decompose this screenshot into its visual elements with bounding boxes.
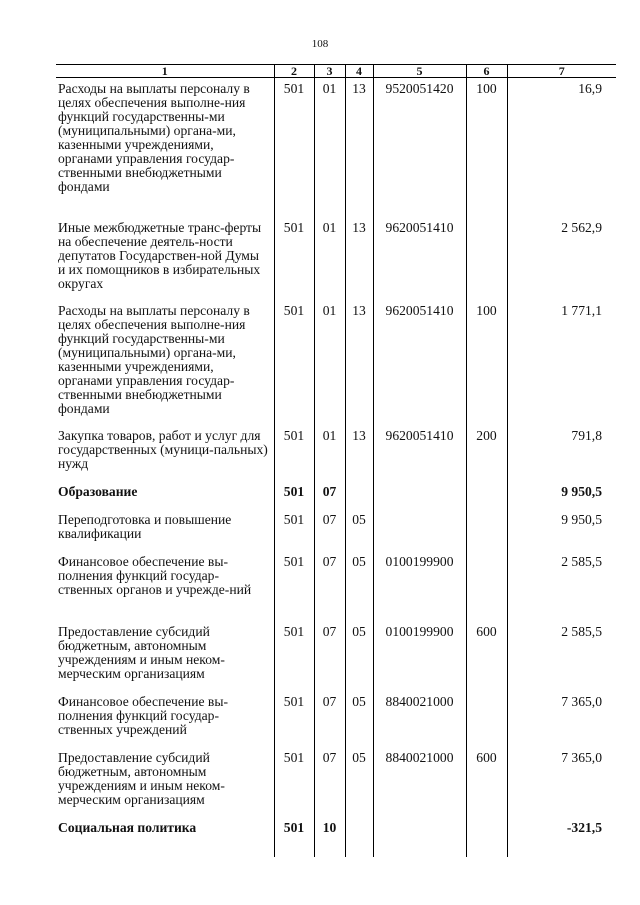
row-amount: 16,9	[507, 78, 616, 218]
row-amount: 9 950,5	[507, 481, 616, 509]
header-row	[56, 65, 616, 78]
row-code-target: 8840021000	[373, 691, 466, 747]
row-code-section: 01	[314, 78, 345, 218]
row-code-subsection: 13	[345, 217, 373, 300]
row-code-expense-type	[466, 551, 507, 621]
row-code-expense-type	[466, 217, 507, 300]
row-name: Расходы на выплаты персоналу в целях обеспечения выполне-ния функций государственны-ми (муниципальными) органа-ми, казенными учреждениями, органами управления государ-ственными внебюджетными фондами	[58, 81, 250, 194]
row-amount: 2 585,5	[507, 621, 616, 691]
header-col-7: 7	[507, 65, 616, 78]
table-row	[56, 509, 616, 551]
row-code-target	[373, 509, 466, 551]
row-code-subsection: 13	[345, 425, 373, 481]
row-code-expense-type: 200	[466, 425, 507, 481]
row-code-section: 07	[314, 551, 345, 621]
table-row	[56, 300, 616, 425]
row-code-subsection: 13	[345, 300, 373, 425]
row-code-section: 01	[314, 300, 345, 425]
row-code-ministry: 501	[274, 747, 314, 817]
page-number: 108	[311, 38, 329, 50]
table-row	[56, 817, 616, 857]
row-code-target: 0100199900	[373, 551, 466, 621]
row-code-section: 07	[314, 481, 345, 509]
row-code-subsection	[345, 481, 373, 509]
row-code-ministry: 501	[274, 217, 314, 300]
header-col-6: 6	[466, 65, 507, 78]
row-name: Социальная политика	[58, 820, 197, 835]
row-code-expense-type: 600	[466, 747, 507, 817]
row-code-expense-type: 600	[466, 621, 507, 691]
header-col-3: 3	[314, 65, 345, 78]
header-col-2: 2	[274, 65, 314, 78]
row-code-expense-type	[466, 481, 507, 509]
table-row	[56, 747, 616, 817]
row-code-ministry: 501	[274, 817, 314, 857]
row-name: Предоставление субсидий бюджетным, автономным учреждениям и иным неком-мерческим организациям	[58, 624, 225, 681]
row-amount: 2 585,5	[507, 551, 616, 621]
row-name: Образование	[58, 484, 138, 499]
row-name: Переподготовка и повышение квалификации	[58, 512, 232, 541]
row-code-ministry: 501	[274, 621, 314, 691]
header-col-5: 5	[373, 65, 466, 78]
row-code-subsection: 05	[345, 691, 373, 747]
row-code-expense-type	[466, 509, 507, 551]
row-code-section: 07	[314, 621, 345, 691]
table-row	[56, 217, 616, 300]
row-amount: 7 365,0	[507, 691, 616, 747]
row-code-ministry: 501	[274, 481, 314, 509]
row-code-target: 9620051410	[373, 425, 466, 481]
row-amount: 791,8	[507, 425, 616, 481]
table-row	[56, 621, 616, 691]
row-code-subsection	[345, 817, 373, 857]
row-code-ministry: 501	[274, 425, 314, 481]
row-amount: 7 365,0	[507, 747, 616, 817]
row-code-expense-type: 100	[466, 300, 507, 425]
table-row	[56, 425, 616, 481]
row-name: Закупка товаров, работ и услуг для государственных (муници-пальных) нужд	[58, 428, 268, 471]
row-amount: 1 771,1	[507, 300, 616, 425]
row-code-target: 0100199900	[373, 621, 466, 691]
budget-table	[56, 64, 616, 857]
row-name: Иные межбюджетные транс-ферты на обеспечение деятель-ности депутатов Государствен-ной Думы и их помощников в избирательных округах	[58, 220, 262, 291]
table-row	[56, 78, 616, 218]
row-code-target: 9620051410	[373, 217, 466, 300]
row-code-section: 10	[314, 817, 345, 857]
row-code-target	[373, 481, 466, 509]
row-name: Предоставление субсидий бюджетным, автономным учреждениям и иным неком-мерческим организациям	[58, 750, 225, 807]
row-code-ministry: 501	[274, 509, 314, 551]
table-row	[56, 481, 616, 509]
row-code-expense-type	[466, 817, 507, 857]
row-code-subsection: 05	[345, 509, 373, 551]
table-row	[56, 551, 616, 621]
row-name: Финансовое обеспечение вы-полнения функций государ-ственных органов и учрежде-ний	[58, 554, 252, 597]
row-code-section: 07	[314, 509, 345, 551]
row-code-target: 9520051420	[373, 78, 466, 218]
table-row	[56, 691, 616, 747]
row-code-expense-type: 100	[466, 78, 507, 218]
row-code-subsection: 05	[345, 621, 373, 691]
row-code-section: 01	[314, 425, 345, 481]
row-amount: 9 950,5	[507, 509, 616, 551]
row-code-ministry: 501	[274, 551, 314, 621]
row-code-subsection: 05	[345, 747, 373, 817]
row-name: Финансовое обеспечение вы-полнения функций государ-ственных учреждений	[58, 694, 228, 737]
row-code-ministry: 501	[274, 300, 314, 425]
row-code-ministry: 501	[274, 691, 314, 747]
row-code-section: 01	[314, 217, 345, 300]
row-name: Расходы на выплаты персоналу в целях обеспечения выполне-ния функций государственны-ми (муниципальными) органа-ми, казенными учреждениями, органами управления государ-ственными внебюджетными фондами	[58, 303, 250, 416]
row-code-target: 8840021000	[373, 747, 466, 817]
row-code-target: 9620051410	[373, 300, 466, 425]
row-code-subsection: 05	[345, 551, 373, 621]
row-code-expense-type	[466, 691, 507, 747]
row-code-section: 07	[314, 691, 345, 747]
row-code-ministry: 501	[274, 78, 314, 218]
row-code-subsection: 13	[345, 78, 373, 218]
header-col-4: 4	[345, 65, 373, 78]
row-code-target	[373, 817, 466, 857]
row-amount: -321,5	[507, 817, 616, 857]
row-code-section: 07	[314, 747, 345, 817]
row-amount: 2 562,9	[507, 217, 616, 300]
header-col-1: 1	[56, 65, 274, 78]
table-body	[56, 78, 616, 858]
